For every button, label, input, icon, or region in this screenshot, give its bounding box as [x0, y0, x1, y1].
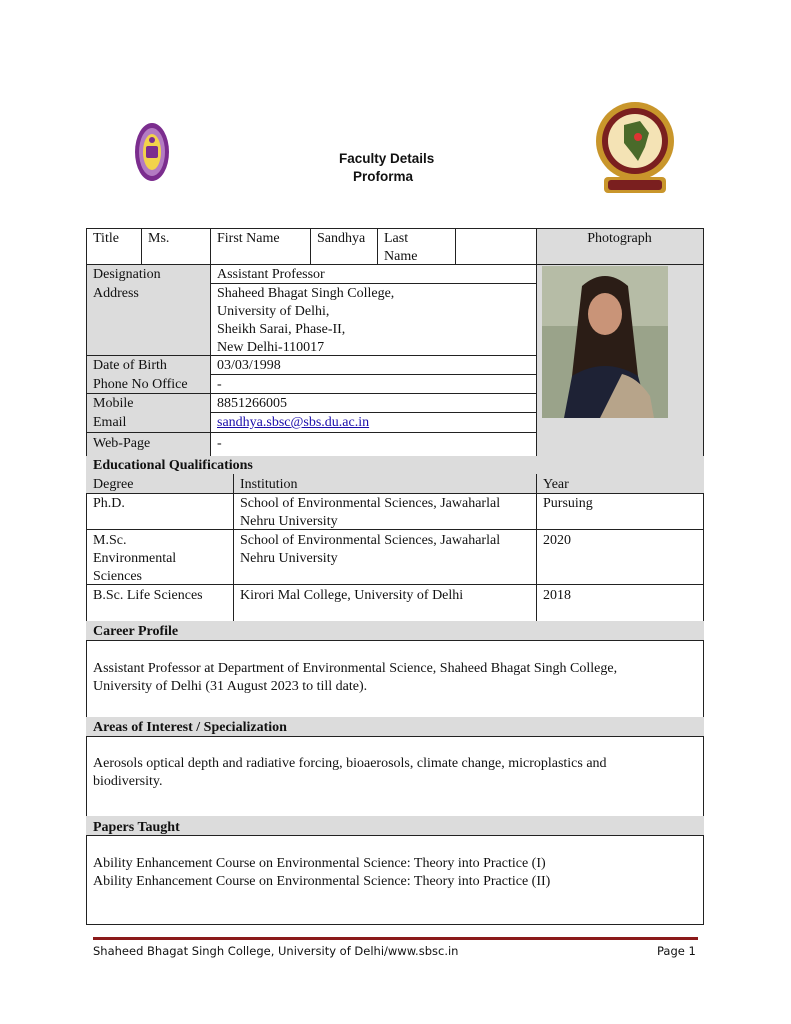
- table-row: B.Sc. Life Sciences: [93, 588, 203, 603]
- title-line-1: Faculty Details: [339, 151, 435, 166]
- page-number: Page 1: [657, 944, 696, 958]
- first-name-value: Sandhya: [317, 231, 366, 246]
- year-cell: 2018: [543, 588, 571, 603]
- institution-header: Institution: [240, 477, 298, 492]
- title-label: Title: [93, 231, 119, 246]
- du-logo: [134, 122, 170, 182]
- degree-header: Degree: [93, 477, 134, 492]
- institution-cell: Kirori Mal College, University of Delhi: [240, 588, 464, 603]
- phone-label: Phone No Office: [93, 377, 188, 392]
- address-value: Shaheed Bhagat Singh College, University of Delhi, Sheikh Sarai, Phase-II, New Delhi-110017: [217, 286, 395, 355]
- last-name-label: Last Name: [384, 231, 418, 264]
- page-title: [339, 150, 434, 186]
- degree-cell: Ph.D.: [93, 496, 125, 511]
- phone-value: -: [217, 377, 222, 392]
- education-heading: Educational Qualifications: [93, 458, 253, 473]
- institution-cell: School of Environmental Sciences, Jawaharlal Nehru University: [240, 533, 501, 566]
- papers-heading: Papers Taught: [93, 820, 180, 835]
- faculty-photograph: [542, 266, 668, 418]
- interest-heading: Areas of Interest / Specialization: [93, 720, 287, 735]
- career-text: Assistant Professor at Department of Environmental Science, Shaheed Bhagat Singh College, University of Delhi (31 August 2023 to till date).: [93, 661, 618, 694]
- last-name-value: [455, 228, 536, 232]
- mobile-value: 8851266005: [217, 396, 287, 411]
- web-label: Web-Page: [93, 436, 151, 451]
- email-link[interactable]: sandhya.sbsc@sbs.du.ac.in: [217, 415, 370, 430]
- interest-text: Aerosols optical depth and radiative forcing, bioaerosols, climate change, microplastics and biodiversity.: [93, 756, 607, 789]
- footer-rule: [93, 937, 698, 940]
- sbsc-logo: [594, 97, 676, 201]
- first-name-label: First Name: [217, 231, 280, 246]
- year-header: Year: [543, 477, 569, 492]
- address-label: Address: [93, 286, 139, 301]
- footer-left: Shaheed Bhagat Singh College, University of Delhi/www.sbsc.in: [93, 944, 459, 958]
- institution-cell: School of Environmental Sciences, Jawaharlal Nehru University: [240, 496, 501, 529]
- designation-value: Assistant Professor: [217, 267, 325, 282]
- title-line-2: Proforma: [353, 169, 414, 184]
- dob-value: 03/03/1998: [217, 358, 281, 373]
- year-cell: Pursuing: [543, 496, 593, 511]
- title-value: Ms.: [148, 231, 170, 246]
- table-row: [86, 493, 233, 515]
- designation-label: Designation: [93, 267, 161, 282]
- web-value: -: [217, 436, 222, 451]
- year-cell: 2020: [543, 533, 571, 548]
- career-heading: Career Profile: [93, 624, 179, 639]
- photograph-label: Photograph: [587, 231, 652, 246]
- table-bottom-border: [86, 924, 704, 925]
- dob-label: Date of Birth: [93, 358, 167, 373]
- mobile-label: Mobile: [93, 396, 134, 411]
- papers-text: Ability Enhancement Course on Environmental Science: Theory into Practice (I) Ability Enhancement Course on Environmental Science: Theory into Practice (II): [93, 856, 551, 889]
- email-label: Email: [93, 415, 127, 430]
- table-row: M.Sc. Environmental Sciences: [93, 533, 177, 584]
- email-value: [210, 412, 536, 434]
